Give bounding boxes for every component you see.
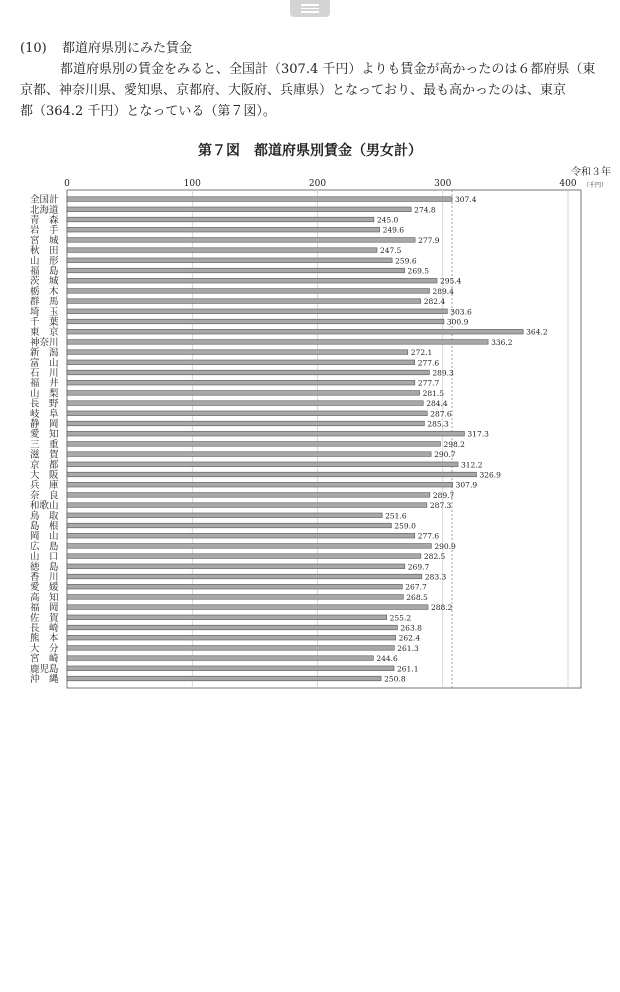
category-label: 北海道 (30, 204, 59, 216)
category-label: 宮 城 (30, 235, 59, 247)
value-label: 281.5 (422, 388, 445, 398)
value-label: 261.1 (397, 664, 419, 674)
unit-note: （千円） (583, 182, 608, 189)
value-label: 255.2 (389, 613, 412, 623)
bar (67, 217, 374, 222)
bar (67, 411, 427, 416)
category-label: 島 根 (30, 521, 59, 532)
bar (67, 391, 420, 396)
bar (67, 452, 431, 457)
category-label: 兵 庫 (30, 480, 59, 492)
bar (67, 421, 424, 426)
bar (67, 401, 423, 406)
category-label: 長 野 (30, 398, 59, 410)
value-label: 244.6 (376, 654, 398, 664)
bar (67, 615, 387, 620)
category-label: 和歌山 (30, 500, 59, 512)
category-label: 福 岡 (30, 602, 59, 614)
category-label: 東 京 (30, 327, 59, 339)
value-label: 285.3 (427, 419, 449, 429)
value-label: 262.4 (398, 633, 421, 643)
bar (67, 197, 452, 202)
x-tick-label: 400 (559, 179, 577, 189)
bar (67, 431, 464, 436)
value-label: 259.6 (395, 256, 417, 266)
value-label: 269.5 (407, 266, 430, 276)
category-label: 茨 城 (30, 276, 59, 288)
plot-frame (67, 190, 581, 688)
value-label: 326.9 (479, 470, 501, 480)
category-label: 奈 良 (30, 490, 59, 502)
bar (67, 442, 440, 447)
category-label: 鹿児島 (30, 663, 59, 675)
value-label: 259.0 (394, 521, 416, 531)
bar (67, 493, 430, 498)
bar (67, 676, 381, 681)
bar (67, 482, 453, 487)
value-label: 272.1 (410, 348, 433, 358)
value-label: 290.9 (434, 541, 456, 551)
value-label: 250.8 (384, 674, 406, 684)
paragraph-line-2: 京都、神奈川県、愛知県、京都府、大阪府、兵庫県）となっており、最も高かったのは、東京 (20, 83, 567, 98)
category-label: 愛 知 (30, 429, 59, 441)
category-label: 全国計 (30, 194, 59, 206)
bar (67, 533, 415, 538)
value-label: 307.4 (455, 195, 477, 205)
category-label: 千 葉 (30, 317, 59, 328)
category-label: 宮 崎 (30, 653, 59, 665)
bar (67, 656, 373, 661)
value-label: 282.5 (423, 552, 446, 562)
bar (67, 289, 429, 294)
value-label: 247.5 (379, 246, 402, 256)
bar (67, 248, 377, 253)
value-label: 277.6 (417, 358, 440, 368)
value-label: 290.7 (434, 450, 456, 460)
category-label: 石 川 (30, 368, 59, 379)
x-tick-label: 300 (434, 179, 452, 189)
bar (67, 666, 394, 671)
category-label: 滋 賀 (30, 449, 59, 461)
bar (67, 258, 392, 263)
bar (67, 340, 488, 345)
category-label: 三 重 (30, 439, 59, 451)
bar (67, 370, 429, 375)
value-label: 364.2 (526, 327, 548, 337)
bar (67, 309, 447, 314)
value-label: 277.7 (417, 378, 440, 388)
bar (67, 278, 437, 283)
section-heading: 都道府県別にみた賃金 (62, 41, 193, 56)
category-label: 岩 手 (30, 225, 59, 237)
year-note: 令和３年 (571, 167, 611, 178)
value-label: 289.4 (432, 286, 454, 296)
category-label: 大 分 (30, 643, 59, 655)
value-label: 317.3 (467, 429, 489, 439)
value-label: 261.3 (397, 643, 419, 653)
value-label: 282.4 (423, 297, 446, 307)
category-label: 群 馬 (30, 296, 59, 308)
category-label: 高 知 (30, 592, 59, 604)
bar (67, 472, 476, 477)
value-label: 245.0 (376, 215, 399, 225)
value-label: 288.2 (430, 603, 453, 613)
bar (67, 574, 422, 579)
bar (67, 329, 523, 334)
bar (67, 319, 444, 324)
category-label: 栃 木 (30, 286, 59, 298)
category-label: 山 梨 (30, 388, 59, 400)
category-label: 熊 本 (30, 633, 59, 645)
value-label: 277.9 (418, 235, 440, 245)
value-label: 289.7 (432, 490, 455, 500)
category-label: 佐 賀 (30, 612, 59, 624)
bar (67, 523, 391, 528)
category-label: 山 形 (30, 255, 59, 267)
category-label: 静 岡 (30, 419, 59, 430)
category-label: 神奈川 (30, 337, 59, 349)
bar (67, 462, 458, 467)
value-label: 289.3 (432, 368, 454, 378)
bar (67, 625, 397, 630)
bar (67, 595, 403, 600)
category-label: 岐 阜 (30, 408, 59, 420)
bar (67, 299, 421, 304)
category-label: 長 崎 (30, 623, 59, 634)
bar (67, 605, 428, 610)
bar (67, 635, 396, 640)
category-label: 福 島 (30, 266, 59, 277)
value-label: 307.9 (455, 480, 478, 490)
bar (67, 268, 405, 273)
x-tick-label: 0 (64, 179, 70, 189)
category-label: 富 山 (30, 357, 59, 369)
bar (67, 360, 415, 365)
value-label: 267.7 (405, 582, 427, 592)
x-tick-label: 100 (183, 179, 201, 189)
category-label: 山 口 (30, 551, 59, 563)
value-label: 300.9 (446, 317, 469, 327)
category-label: 福 井 (30, 378, 59, 390)
category-label: 愛 媛 (30, 582, 59, 594)
value-label: 251.6 (385, 511, 407, 521)
bar (67, 503, 427, 508)
bar (67, 544, 431, 549)
value-label: 249.6 (382, 225, 405, 235)
value-label: 303.6 (450, 307, 472, 317)
category-label: 広 島 (30, 541, 59, 553)
category-label: 秋 田 (30, 245, 59, 257)
category-label: 新 潟 (30, 347, 59, 359)
value-label: 287.3 (429, 501, 452, 511)
bar (67, 646, 394, 651)
bar (67, 584, 402, 589)
value-label: 298.2 (443, 439, 465, 449)
category-label: 徳 島 (30, 561, 59, 573)
category-label: 大 阪 (30, 470, 59, 481)
bar (67, 380, 415, 385)
bar (67, 554, 421, 559)
bar (67, 513, 382, 518)
value-label: 268.5 (406, 592, 428, 602)
category-label: 鳥 取 (30, 510, 59, 522)
category-label: 香 川 (30, 572, 59, 583)
category-label: 沖 縄 (30, 674, 59, 685)
value-label: 263.8 (400, 623, 422, 633)
category-label: 青 森 (30, 215, 59, 226)
value-label: 287.6 (430, 409, 452, 419)
value-label: 312.2 (461, 460, 483, 470)
value-label: 269.7 (407, 562, 430, 572)
value-label: 295.4 (439, 276, 462, 286)
bar (67, 207, 411, 212)
value-label: 277.6 (417, 531, 440, 541)
paragraph-line-3: 都（364.2 千円）となっている（第７図）。 (20, 104, 276, 119)
bar (67, 227, 380, 232)
paragraph-line-1: 都道府県別の賃金をみると、全国計（307.4 千円）よりも賃金が高かったのは６都府県（東 (60, 62, 596, 77)
value-label: 283.3 (424, 572, 447, 582)
x-tick-label: 200 (308, 179, 327, 189)
value-label: 274.8 (414, 205, 436, 215)
section-number: (10) (20, 41, 47, 56)
bar (67, 350, 408, 355)
chart-title: 第７図 都道府県別賃金（男女計） (198, 143, 422, 159)
category-label: 岡 山 (30, 531, 59, 543)
value-label: 336.2 (491, 337, 513, 347)
category-label: 京 都 (30, 459, 59, 471)
value-label: 284.4 (426, 399, 448, 409)
bar (67, 238, 415, 243)
bar (67, 564, 405, 569)
category-label: 埼 玉 (30, 306, 59, 318)
